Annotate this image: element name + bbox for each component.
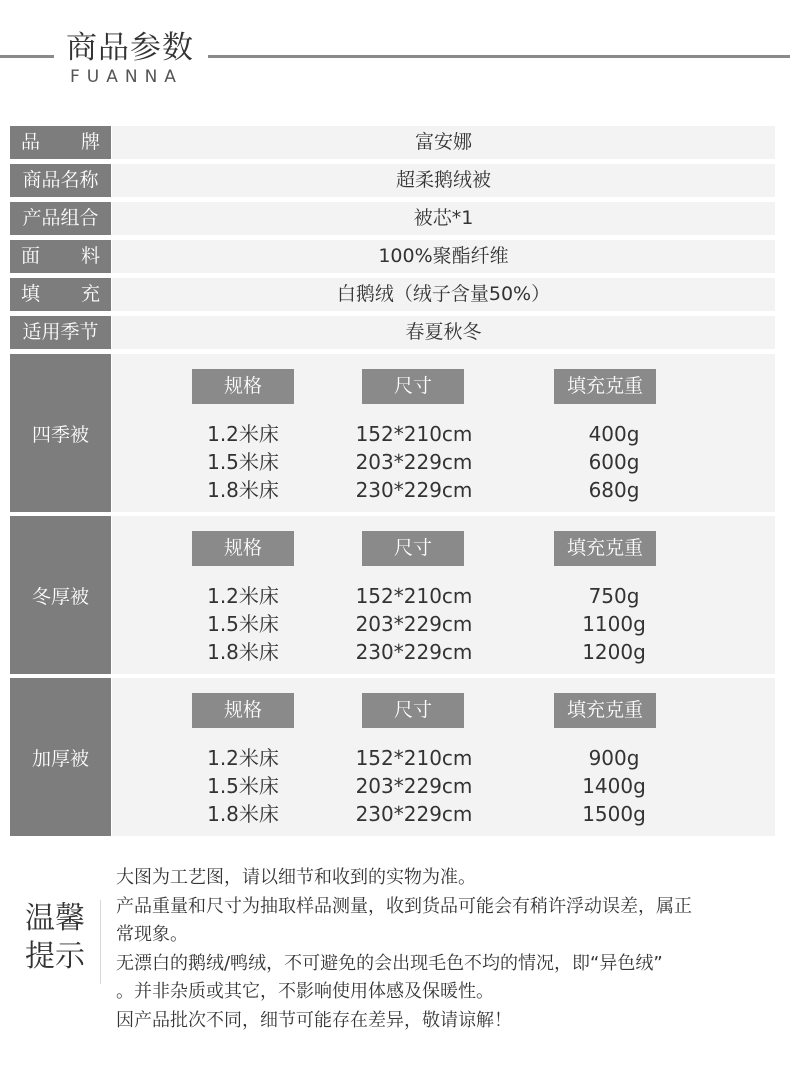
spec-cell-size: 1.8米床: [207, 478, 279, 502]
param-value: 超柔鹅绒被: [112, 164, 775, 197]
spec-header-dimension: 尺寸: [362, 369, 464, 404]
spec-cell-dimension: 152*210cm: [355, 746, 473, 770]
spec-block-body: [112, 516, 775, 674]
spec-header-weight: 填充克重: [554, 369, 656, 404]
tip-line: 常现象。: [116, 924, 188, 946]
spec-cell-dimension: 230*229cm: [355, 478, 473, 502]
spec-cell-size: 1.5米床: [207, 450, 279, 474]
param-value: 被芯*1: [112, 202, 775, 235]
spec-cell-size: 1.8米床: [207, 640, 279, 664]
param-label: 商品名称: [10, 164, 111, 197]
spec-cell-dimension: 152*210cm: [355, 422, 473, 446]
param-row-brand: [10, 126, 775, 159]
header-rule-left: [0, 55, 54, 58]
tip-line: 大图为工艺图，请以细节和收到的实物为准。: [116, 867, 476, 888]
param-label-char: 料: [80, 245, 100, 267]
spec-cell-dimension: 230*229cm: [355, 640, 473, 664]
param-value: 100%聚酯纤维: [112, 240, 775, 273]
tips-section: [10, 862, 790, 1042]
param-label-char: 品: [21, 131, 41, 153]
param-label-char: 填: [21, 283, 41, 305]
param-label-char: 牌: [80, 131, 100, 153]
spec-cell-dimension: 152*210cm: [355, 584, 473, 608]
spec-header-size: 规格: [192, 693, 294, 728]
spec-cell-size: 1.2米床: [207, 584, 279, 608]
spec-block-extra-thick: [10, 678, 775, 836]
tip-line: 因产品批次不同，细节可能存在差异，敬请谅解！: [116, 1009, 512, 1031]
param-label: 适用季节: [10, 316, 111, 349]
param-row-combination: [10, 202, 775, 235]
spec-block-four-season: [10, 354, 775, 512]
spec-cell-weight: 600g: [588, 450, 640, 474]
param-label: [10, 278, 111, 311]
spec-header-size: 规格: [192, 531, 294, 566]
spec-cell-dimension: 203*229cm: [355, 774, 473, 798]
tip-line: 产品重量和尺寸为抽取样品测量，收到货品可能会有稍许浮动误差，属正: [116, 895, 692, 917]
spec-header-dimension: 尺寸: [362, 531, 464, 566]
spec-block-label: 冬厚被: [10, 516, 111, 674]
spec-block-label: 加厚被: [10, 678, 111, 836]
header-rule-right: [208, 55, 790, 58]
spec-cell-dimension: 203*229cm: [355, 612, 473, 636]
spec-block-winter-thick: [10, 516, 775, 674]
param-label: [10, 240, 111, 273]
spec-block-body: [112, 678, 775, 836]
spec-cell-dimension: 203*229cm: [355, 450, 473, 474]
spec-header-weight: 填充克重: [554, 531, 656, 566]
spec-cell-dimension: 230*229cm: [355, 802, 473, 826]
tip-line: 无漂白的鹅绒/鸭绒，不可避免的会出现毛色不均的情况，即“异色绒”: [116, 952, 663, 974]
tips-label-line: 提示: [25, 939, 85, 974]
spec-cell-weight: 1500g: [582, 802, 646, 826]
spec-cell-size: 1.8米床: [207, 802, 279, 826]
brand-subtitle: FUANNA: [70, 67, 183, 87]
spec-cell-weight: 750g: [588, 584, 640, 608]
spec-cell-weight: 1200g: [582, 640, 646, 664]
param-row-product-name: [10, 164, 775, 197]
param-value: 春夏秋冬: [112, 316, 775, 349]
param-label-char: 充: [80, 283, 100, 305]
tip-line: 。并非杂质或其它，不影响使用体感及保暖性。: [116, 981, 494, 1003]
param-value: 白鹅绒（绒子含量50%）: [112, 278, 775, 311]
param-label-char: 面: [21, 245, 41, 267]
spec-header-size: 规格: [192, 369, 294, 404]
spec-cell-size: 1.5米床: [207, 612, 279, 636]
param-row-season: [10, 316, 775, 349]
section-header: [0, 0, 790, 100]
param-label: [10, 126, 111, 159]
spec-cell-weight: 1400g: [582, 774, 646, 798]
spec-cell-weight: 680g: [588, 478, 640, 502]
spec-cell-weight: 400g: [588, 422, 640, 446]
param-label: 产品组合: [10, 202, 111, 235]
spec-block-body: [112, 354, 775, 512]
spec-cell-weight: 1100g: [582, 612, 646, 636]
spec-cell-size: 1.5米床: [207, 774, 279, 798]
spec-cell-size: 1.2米床: [207, 422, 279, 446]
spec-block-label: 四季被: [10, 354, 111, 512]
spec-header-weight: 填充克重: [554, 693, 656, 728]
param-row-filling: [10, 278, 775, 311]
spec-cell-weight: 900g: [588, 746, 640, 770]
spec-header-dimension: 尺寸: [362, 693, 464, 728]
tips-label: [10, 900, 101, 984]
param-row-fabric: [10, 240, 775, 273]
spec-cell-size: 1.2米床: [207, 746, 279, 770]
page-title: 商品参数: [66, 30, 194, 66]
tips-text: [116, 864, 788, 1036]
param-value: 富安娜: [112, 126, 775, 159]
tips-label-line: 温馨: [25, 901, 85, 936]
params-table: [10, 126, 775, 354]
